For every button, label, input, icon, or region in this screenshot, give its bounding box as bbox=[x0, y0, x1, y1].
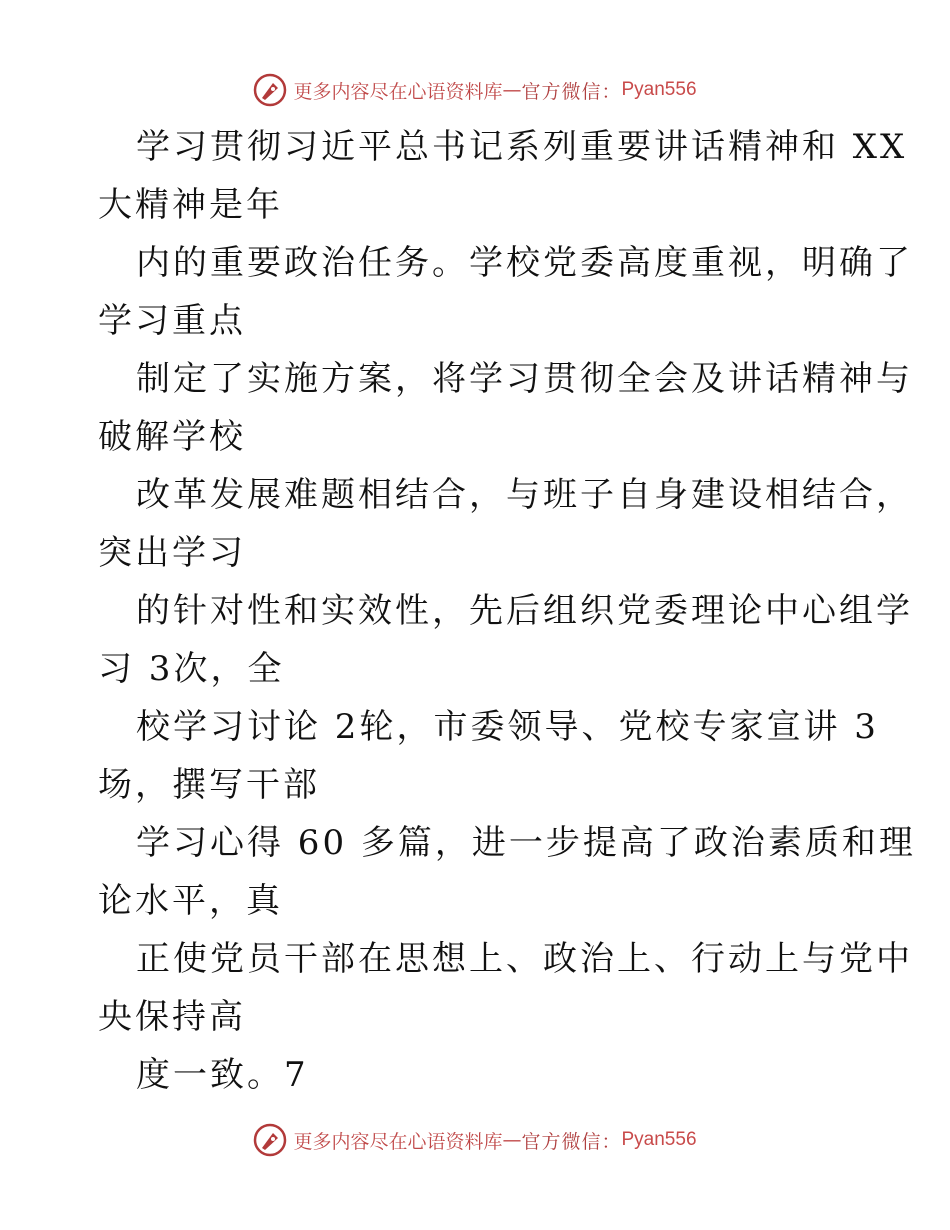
text-line: 学习贯彻习近平总书记系列重要讲话精神和 XX bbox=[136, 127, 908, 167]
watermark-footer bbox=[0, 1120, 950, 1160]
watermark-site-text: 更多内容尽在心语资料库 bbox=[293, 1130, 503, 1153]
text-line: 央保持高 bbox=[98, 997, 246, 1037]
text-line: 校学习讨论 2轮，市委领导、党校专家宣讲 3 bbox=[136, 707, 879, 747]
text-line: 论水平，真 bbox=[98, 881, 283, 921]
text-line: 场，撰写干部 bbox=[98, 765, 320, 805]
text-line: 正使党员干部在思想上、政治上、行动上与党中 bbox=[136, 939, 913, 979]
text-line: 突出学习 bbox=[98, 533, 246, 573]
text-line: 学习重点 bbox=[98, 301, 246, 341]
text-line: 学习心得 60 多篇，进一步提高了政治素质和理 bbox=[136, 823, 916, 863]
watermark-separator: — bbox=[502, 1129, 522, 1151]
watermark-wechat-label: 官方微信： bbox=[521, 80, 622, 103]
text-line: 改革发展难题相结合，与班子自身建设相结合， bbox=[136, 475, 913, 515]
text-line: 制定了实施方案，将学习贯彻全会及讲话精神与 bbox=[136, 359, 913, 399]
text-line: 内的重要政治任务。学校党委高度重视，明确了 bbox=[136, 243, 913, 283]
text-line: 破解学校 bbox=[98, 417, 246, 457]
text-line: 度一致。7 bbox=[136, 1055, 309, 1095]
watermark-account: Pyan556 bbox=[621, 79, 697, 100]
watermark-account: Pyan556 bbox=[621, 1129, 697, 1150]
watermark-header bbox=[0, 70, 950, 110]
text-line: 习 3次，全 bbox=[98, 649, 285, 689]
watermark-separator: — bbox=[502, 79, 522, 101]
pen-nib-logo-icon bbox=[253, 73, 287, 107]
text-line: 大精神是年 bbox=[98, 185, 283, 225]
document-body bbox=[98, 118, 916, 1104]
pen-nib-logo-icon bbox=[253, 1123, 287, 1157]
text-line: 的针对性和实效性，先后组织党委理论中心组学 bbox=[136, 591, 913, 631]
watermark-site-text: 更多内容尽在心语资料库 bbox=[293, 80, 503, 103]
watermark-wechat-label: 官方微信： bbox=[521, 1130, 622, 1153]
